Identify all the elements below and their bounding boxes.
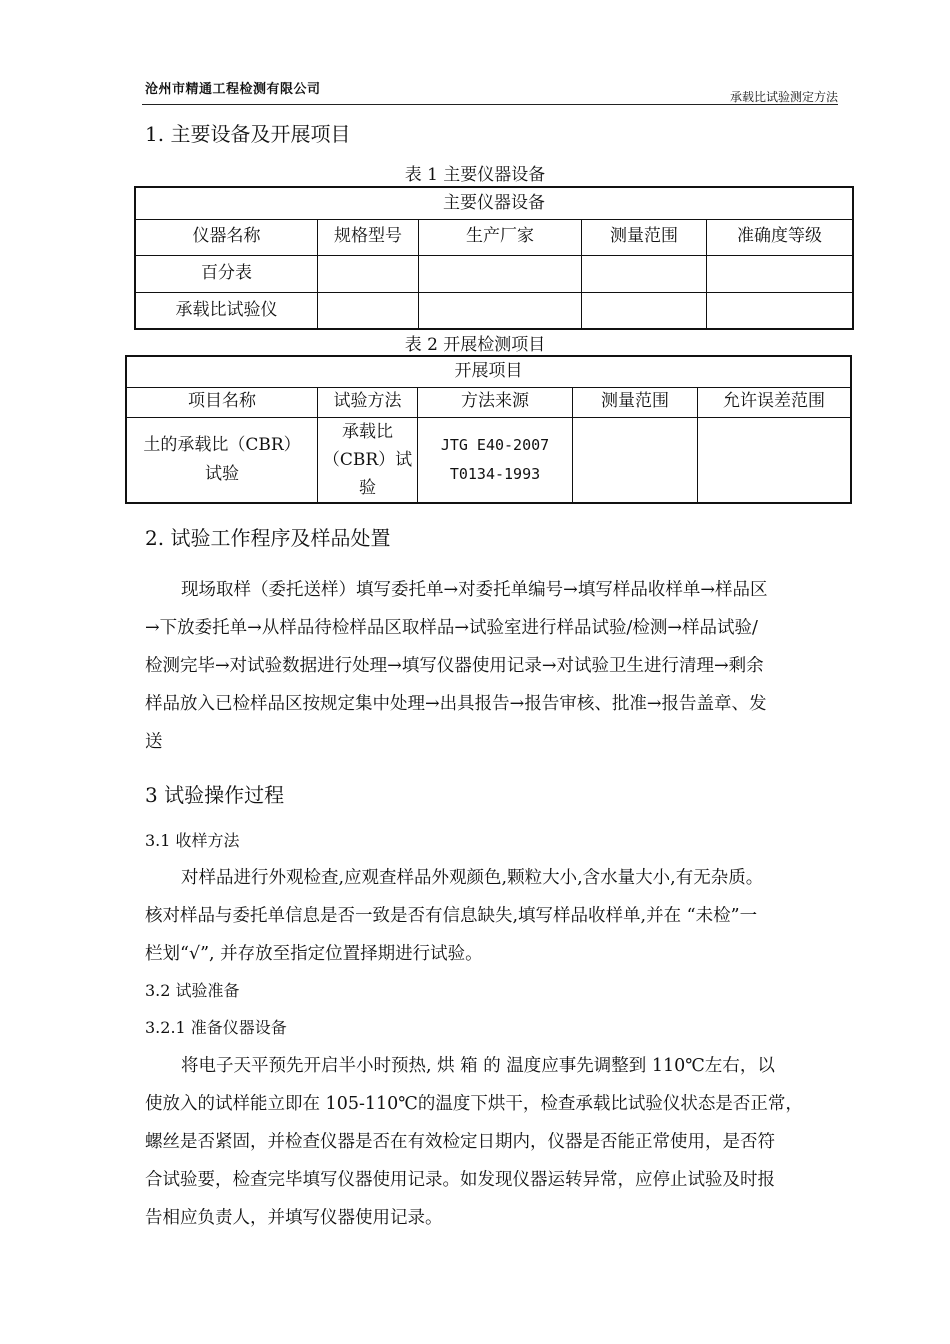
column-header: 测量范围 bbox=[582, 219, 707, 255]
company-name: 沧州市精通工程检测有限公司 bbox=[145, 82, 321, 97]
table-cell bbox=[318, 255, 419, 292]
table-2-caption: 表 2 开展检测项目 bbox=[404, 335, 546, 355]
paragraph-line: 将电子天平预先开启半小时预热, 烘 箱 的 温度应事先调整到 110℃左右，以 bbox=[181, 1056, 775, 1076]
equipment-table bbox=[134, 186, 854, 330]
table-row bbox=[135, 255, 853, 292]
paragraph-line: 对样品进行外观检查,应观查样品外观颜色,颗粒大小,含水量大小,有无杂质。 bbox=[181, 868, 764, 888]
item-name-line: 土的承载比（CBR） bbox=[143, 434, 301, 455]
table-cell bbox=[582, 292, 707, 329]
column-header: 仪器名称 bbox=[135, 219, 318, 255]
table-cell bbox=[418, 417, 573, 503]
source-line: T0134-1993 bbox=[449, 464, 541, 483]
table-cell bbox=[126, 417, 318, 503]
paragraph-line: 合试验要，检查完毕填写仪器使用记录。如发现仪器运转异常，应停止试验及时报 bbox=[145, 1170, 775, 1190]
paragraph-line: 栏划“√”, 并存放至指定位置择期进行试验。 bbox=[145, 944, 483, 964]
table-row bbox=[126, 417, 851, 503]
table-cell bbox=[318, 292, 419, 329]
paragraph-line: 检测完毕→对试验数据进行处理→填写仪器使用记录→对试验卫生进行清理→剩余 bbox=[145, 656, 764, 676]
column-header: 生产厂家 bbox=[419, 219, 582, 255]
paragraph-line: 螺丝是否紧固，并检查仪器是否在有效检定日期内，仪器是否能正常使用，是否符 bbox=[145, 1132, 775, 1152]
method-line: 承载比 bbox=[342, 421, 393, 442]
table-cell bbox=[707, 255, 854, 292]
section-3-2-heading: 3.2 试验准备 bbox=[145, 981, 240, 1000]
column-header: 允许误差范围 bbox=[698, 387, 852, 417]
table-cell bbox=[419, 255, 582, 292]
section-3-1-heading: 3.1 收样方法 bbox=[145, 831, 240, 850]
section-3-2-1-body bbox=[145, 1047, 835, 1237]
section-3-1-body bbox=[145, 859, 835, 973]
item-name-line: 试验 bbox=[205, 463, 239, 484]
table-1-caption: 表 1 主要仪器设备 bbox=[404, 165, 546, 185]
method-line: （CBR）试 bbox=[322, 449, 413, 470]
table-cell bbox=[698, 417, 852, 503]
document-title: 承载比试验测定方法 bbox=[729, 90, 838, 104]
table-row bbox=[135, 292, 853, 329]
table-cell: 承载比试验仪 bbox=[135, 292, 318, 329]
column-header: 试验方法 bbox=[318, 387, 418, 417]
test-items-table-title: 开展项目 bbox=[126, 356, 851, 387]
column-header: 规格型号 bbox=[318, 219, 419, 255]
column-header: 准确度等级 bbox=[707, 219, 854, 255]
column-header: 测量范围 bbox=[573, 387, 698, 417]
paragraph-line: 现场取样（委托送样）填写委托单→对委托单编号→填写样品收样单→样品区 bbox=[181, 580, 768, 600]
header-divider bbox=[142, 104, 838, 105]
column-header: 项目名称 bbox=[126, 387, 318, 417]
section-2-body bbox=[145, 571, 835, 761]
section-2-heading: 2. 试验工作程序及样品处置 bbox=[145, 526, 391, 550]
paragraph-line: 样品放入已检样品区按规定集中处理→出具报告→报告审核、批准→报告盖章、发 bbox=[145, 694, 767, 714]
paragraph-line: 核对样品与委托单信息是否一致是否有信息缺失,填写样品收样单,并在 “未检”一 bbox=[145, 906, 758, 926]
table-cell bbox=[573, 417, 698, 503]
paragraph-line: 使放入的试样能立即在 105-110℃的温度下烘干，检查承载比试验仪状态是否正常， bbox=[145, 1094, 803, 1114]
paragraph-line: →下放委托单→从样品待检样品区取样品→试验室进行样品试验/检测→样品试验/ bbox=[145, 618, 758, 638]
section-3-heading: 3 试验操作过程 bbox=[145, 783, 285, 807]
source-line: JTG E40-2007 bbox=[440, 435, 550, 454]
section-1-heading: 1. 主要设备及开展项目 bbox=[145, 122, 351, 146]
column-header: 方法来源 bbox=[418, 387, 573, 417]
table-cell: 百分表 bbox=[135, 255, 318, 292]
paragraph-line: 告相应负责人，并填写仪器使用记录。 bbox=[145, 1208, 443, 1228]
test-items-table bbox=[125, 355, 852, 504]
table-cell bbox=[419, 292, 582, 329]
table-cell bbox=[318, 417, 418, 503]
section-3-2-1-heading: 3.2.1 准备仪器设备 bbox=[145, 1018, 287, 1037]
table-cell bbox=[707, 292, 854, 329]
method-line: 验 bbox=[359, 477, 376, 498]
paragraph-line: 送 bbox=[145, 732, 163, 752]
equipment-table-title: 主要仪器设备 bbox=[135, 187, 853, 219]
table-cell bbox=[582, 255, 707, 292]
